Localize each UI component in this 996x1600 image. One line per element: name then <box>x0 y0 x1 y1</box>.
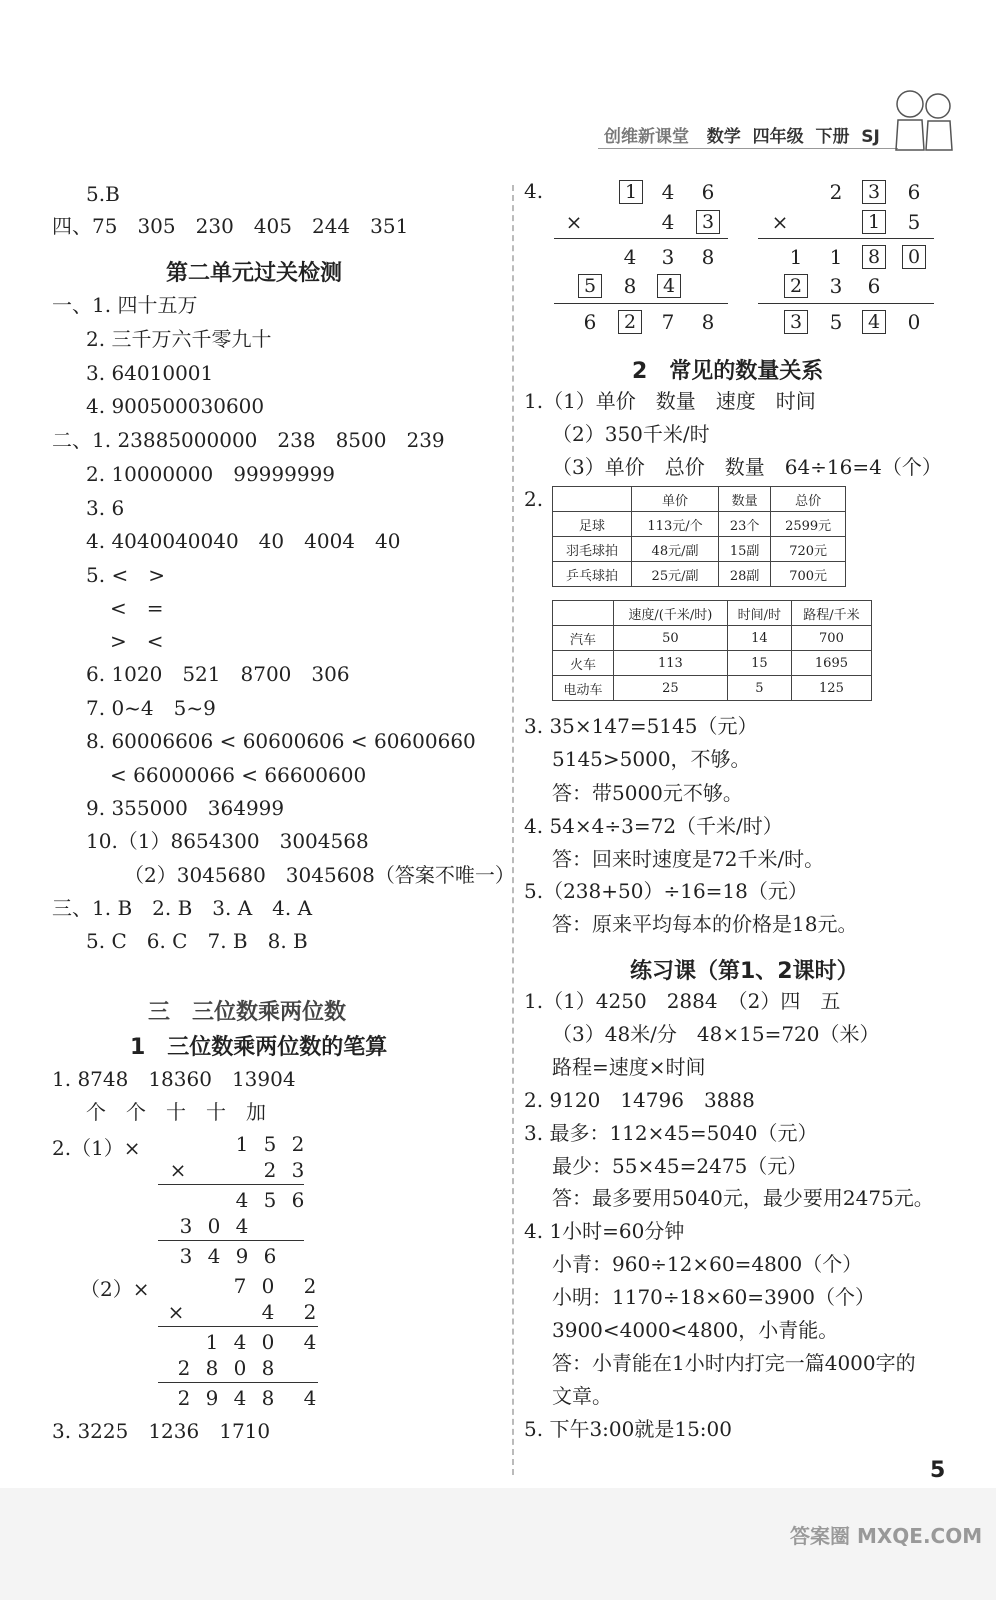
price-table <box>552 486 846 587</box>
boxed-digit: 8 <box>862 245 886 269</box>
boxed-digit: 0 <box>902 245 926 269</box>
table-header-cell: 速度/(千米/时) <box>614 601 728 626</box>
boxed-digit: 2 <box>618 310 642 334</box>
answer-line: 答：原来平均每本的价格是18元。 <box>552 912 858 936</box>
table-header-cell: 单价 <box>632 487 719 512</box>
digit: 6 <box>867 274 881 298</box>
answer-line: 四、75 305 230 405 244 351 <box>52 214 409 238</box>
table-cell: 48元/副 <box>632 537 719 562</box>
calc-rule <box>554 303 728 304</box>
table-cell: 125 <box>791 676 871 701</box>
digit: 5 <box>263 1188 277 1212</box>
digit: 6 <box>907 180 921 204</box>
column-divider <box>512 185 514 1475</box>
answer-line: 10.（1）8654300 3004568 <box>86 829 369 853</box>
header-grade: 四年级 <box>752 127 804 147</box>
digit: 3 <box>179 1244 193 1268</box>
calc-rule <box>758 238 934 239</box>
answer-line: 1. 8748 18360 13904 <box>52 1067 296 1091</box>
answer-line: 7. 0~4 5~9 <box>86 696 216 720</box>
digit: 8 <box>261 1356 275 1380</box>
answer-line: 答：带5000元不够。 <box>552 781 743 805</box>
digit: 4 <box>661 180 675 204</box>
answer-line: 5.B <box>86 182 120 206</box>
answer-line: 答：回来时速度是72千米/时。 <box>552 847 825 871</box>
digit: 7 <box>661 310 675 334</box>
boxed-digit: 4 <box>862 310 886 334</box>
boxed-digit: 3 <box>696 210 720 234</box>
digit: 2 <box>263 1158 277 1182</box>
answer-line: 5. < > <box>86 563 165 587</box>
digit: 2 <box>177 1386 191 1410</box>
answer-line: 1.（1）单价 数量 速度 时间 <box>524 389 816 413</box>
digit: 0 <box>907 310 921 334</box>
table-header-cell: 时间/时 <box>727 601 791 626</box>
digit: 9 <box>205 1386 219 1410</box>
answer-line: 2. 9120 14796 3888 <box>524 1088 755 1112</box>
digit: 4 <box>233 1330 247 1354</box>
answer-line: 4. 54×4÷3=72（千米/时） <box>524 814 783 838</box>
table-cell: 火车 <box>553 651 614 676</box>
table-cell: 50 <box>614 626 728 651</box>
practice-title: 练习课（第1、2课时） <box>630 959 859 984</box>
calc-rule <box>758 303 934 304</box>
digit: 5 <box>829 310 843 334</box>
table-cell: 汽车 <box>553 626 614 651</box>
digit: 6 <box>583 310 597 334</box>
digit: 2 <box>291 1132 305 1156</box>
answer-line: （3）单价 总价 数量 64÷16=4（个） <box>552 455 942 479</box>
digit: 5 <box>907 210 921 234</box>
calc-rule <box>158 1382 318 1383</box>
answer-line: 二、1. 23885000000 238 8500 239 <box>52 428 445 452</box>
header-subject: 数学 <box>706 127 741 147</box>
speed-table <box>552 600 872 701</box>
answer-line: 4. 900500030600 <box>86 394 265 418</box>
answer-line: 4. 1小时=60分钟 <box>524 1219 685 1243</box>
table-cell: 足球 <box>553 512 632 537</box>
answer-line: 4. <box>524 179 544 203</box>
table-cell: 15副 <box>719 537 771 562</box>
table-header-cell <box>553 487 632 512</box>
answer-line: 文章。 <box>552 1384 612 1408</box>
table-cell: 113 <box>614 651 728 676</box>
answer-line: 2. 三千万六千零九十 <box>86 327 272 351</box>
answer-line: < = <box>110 596 164 620</box>
calc-rule <box>158 1240 304 1241</box>
section1-title: 1 三位数乘两位数的笔算 <box>130 1035 388 1060</box>
digit: 4 <box>261 1300 275 1324</box>
answer-line: 8. 60006606 < 60600606 < 60600660 <box>86 729 476 753</box>
calc-rule <box>158 1184 304 1185</box>
answer-line: 9. 355000 364999 <box>86 796 285 820</box>
digit: 7 <box>233 1274 247 1298</box>
table-cell: 羽毛球拍 <box>553 537 632 562</box>
answer-line: 2. <box>524 487 544 511</box>
header-bar <box>604 122 880 147</box>
digit: 3 <box>179 1214 193 1238</box>
table-cell: 700 <box>791 626 871 651</box>
table-header-cell <box>553 601 614 626</box>
answer-line: > < <box>110 629 164 653</box>
boxed-digit: 1 <box>619 180 643 204</box>
digit: 0 <box>233 1356 247 1380</box>
digit: 4 <box>233 1386 247 1410</box>
digit: 3 <box>291 1158 305 1182</box>
table-cell: 113元/个 <box>632 512 719 537</box>
answer-line: 最少：55×45=2475（元） <box>552 1154 808 1178</box>
table-cell: 14 <box>727 626 791 651</box>
table-cell: 1695 <box>791 651 871 676</box>
table-cell: 5 <box>727 676 791 701</box>
times-sign: × <box>167 1300 185 1324</box>
answer-line: 3. 3225 1236 1710 <box>52 1419 271 1443</box>
answer-line: 5. C 6. C 7. B 8. B <box>86 929 308 953</box>
answer-line: 3900<4000<4800，小青能。 <box>552 1318 839 1342</box>
boxed-digit: 4 <box>657 274 681 298</box>
boxed-digit: 2 <box>784 274 808 298</box>
answer-line: （2）350千米/时 <box>552 422 710 446</box>
answer-line: 3. 最多：112×45=5040（元） <box>524 1121 818 1145</box>
digit: 4 <box>661 210 675 234</box>
digit: 3 <box>829 274 843 298</box>
header-series: 创维新课堂 <box>604 127 689 147</box>
table-cell: 28副 <box>719 562 771 587</box>
times-sign: × <box>169 1158 187 1182</box>
answer-line: 答：最多要用5040元，最少要用2475元。 <box>552 1186 934 1210</box>
answer-line: 2.（1）× <box>52 1136 141 1160</box>
answer-line: 3. 6 <box>86 496 125 520</box>
digit: 1 <box>789 245 803 269</box>
times-sign: × <box>565 210 583 234</box>
digit: 4 <box>235 1188 249 1212</box>
digit: 0 <box>261 1330 275 1354</box>
table-header-cell: 数量 <box>719 487 771 512</box>
digit: 0 <box>207 1214 221 1238</box>
watermark: 答案圈 MXQE.COM <box>790 1524 983 1548</box>
digit: 5 <box>263 1132 277 1156</box>
digit: 6 <box>291 1188 305 1212</box>
page-number: 5 <box>930 1458 946 1483</box>
chapter3-title: 三 三位数乘两位数 <box>148 1000 347 1025</box>
answer-line: 答：小青能在1小时内打完一篇4000字的 <box>552 1351 916 1375</box>
digit: 9 <box>235 1244 249 1268</box>
answer-line: 5. 下午3:00就是15:00 <box>524 1417 732 1441</box>
table-cell: 700元 <box>771 562 846 587</box>
boxed-digit: 1 <box>862 210 886 234</box>
boxed-digit: 3 <box>784 310 808 334</box>
table-header-cell: 路程/千米 <box>791 601 871 626</box>
digit: 1 <box>205 1330 219 1354</box>
digit: 4 <box>303 1386 317 1410</box>
kids-illustration <box>884 84 964 156</box>
answer-line: 5145>5000，不够。 <box>552 747 751 771</box>
table-cell: 25 <box>614 676 728 701</box>
answer-line: （2）3045680 3045608（答案不唯一） <box>124 863 515 887</box>
answer-line: （2）× <box>80 1277 150 1301</box>
digit: 8 <box>623 274 637 298</box>
answer-line: 小明：1170÷18×60=3900（个） <box>552 1285 875 1309</box>
calc-rule <box>554 238 728 239</box>
answer-line: 小青：960÷12×60=4800（个） <box>552 1252 863 1276</box>
answer-line: 三、1. B 2. B 3. A 4. A <box>52 896 313 920</box>
header-edition: SJ <box>861 127 880 147</box>
digit: 8 <box>701 245 715 269</box>
answer-line: 个 个 十 十 加 <box>86 1100 266 1124</box>
digit: 1 <box>829 245 843 269</box>
digit: 6 <box>701 180 715 204</box>
digit: 4 <box>623 245 637 269</box>
digit: 2 <box>829 180 843 204</box>
digit: 0 <box>261 1274 275 1298</box>
digit: 2 <box>303 1274 317 1298</box>
digit: 2 <box>177 1356 191 1380</box>
table-cell: 乒乓球拍 <box>553 562 632 587</box>
digit: 8 <box>205 1356 219 1380</box>
digit: 6 <box>263 1244 277 1268</box>
answer-line: 3. 35×147=5145（元） <box>524 714 758 738</box>
answer-line: 1.（1）4250 2884 （2）四 五 <box>524 989 841 1013</box>
digit: 1 <box>235 1132 249 1156</box>
unit2-title: 第二单元过关检测 <box>166 261 343 286</box>
table-cell: 720元 <box>771 537 846 562</box>
section2-title: 2 常见的数量关系 <box>632 359 824 384</box>
digit: 4 <box>235 1214 249 1238</box>
answer-line: 一、1. 四十五万 <box>52 293 198 317</box>
boxed-digit: 3 <box>862 180 886 204</box>
digit: 4 <box>207 1244 221 1268</box>
digit: 8 <box>261 1386 275 1410</box>
answer-line: 3. 64010001 <box>86 361 214 385</box>
digit: 3 <box>661 245 675 269</box>
digit: 8 <box>701 310 715 334</box>
table-header-cell: 总价 <box>771 487 846 512</box>
answer-line: 6. 1020 521 8700 306 <box>86 662 350 686</box>
answer-line: （3）48米/分 48×15=720（米） <box>552 1022 880 1046</box>
calc-rule <box>158 1326 318 1327</box>
times-sign: × <box>771 210 789 234</box>
digit: 2 <box>303 1300 317 1324</box>
table-cell: 25元/副 <box>632 562 719 587</box>
answer-line: 5.（238+50）÷16=18（元） <box>524 879 808 903</box>
header-volume: 下册 <box>815 127 850 147</box>
table-cell: 电动车 <box>553 676 614 701</box>
header-rule <box>598 148 898 149</box>
table-cell: 23个 <box>719 512 771 537</box>
answer-line: < 66000066 < 66600600 <box>110 763 367 787</box>
answer-line: 2. 10000000 99999999 <box>86 462 336 486</box>
table-cell: 15 <box>727 651 791 676</box>
boxed-digit: 5 <box>578 274 602 298</box>
answer-line: 路程=速度×时间 <box>552 1055 706 1079</box>
table-cell: 2599元 <box>771 512 846 537</box>
digit: 4 <box>303 1330 317 1354</box>
answer-line: 4. 4040040040 40 4004 40 <box>86 529 401 553</box>
